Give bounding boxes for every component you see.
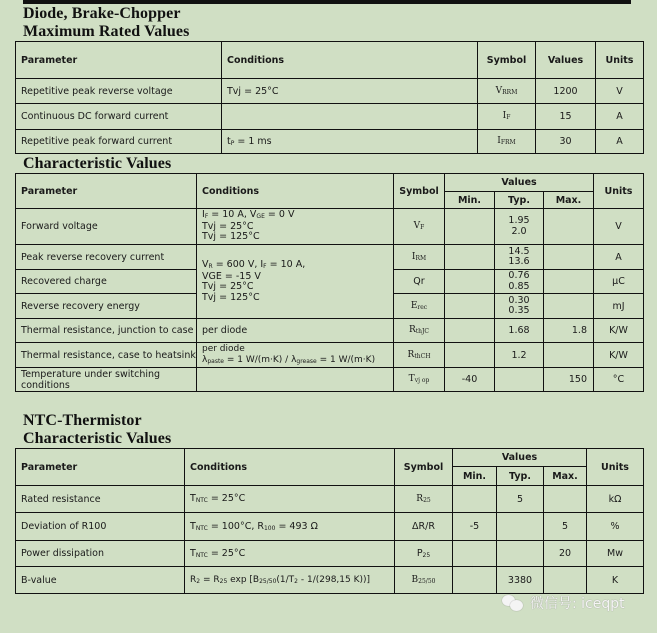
typ-cell: 1.68 [495, 319, 544, 343]
table-row [16, 541, 644, 567]
max-cell: 5 [544, 513, 587, 541]
section-subtitle-ntc-characteristic: Characteristic Values [23, 430, 172, 447]
table-row [16, 368, 644, 392]
parameter-cell: Continuous DC forward current [16, 104, 222, 130]
col-values: Values [453, 449, 587, 467]
parameter-cell: Repetitive peak reverse voltage [16, 79, 222, 104]
max-cell: 1.8 [544, 319, 594, 343]
col-symbol: Symbol [394, 174, 445, 209]
max-cell [544, 209, 594, 245]
max-cell [544, 245, 594, 270]
parameter-cell: B-value [16, 567, 185, 594]
unit-cell: K [587, 567, 644, 594]
watermark [502, 593, 625, 613]
symbol-cell: $R_{25}$ [395, 486, 453, 513]
col-conditions: Conditions [222, 42, 478, 79]
min-cell [445, 245, 495, 270]
col-typ: Typ. [495, 192, 544, 209]
characteristic-table [15, 173, 644, 392]
parameter-cell: Deviation of R100 [16, 513, 185, 541]
col-max: Max. [544, 192, 594, 209]
col-parameter: Parameter [16, 42, 222, 79]
table-row [16, 245, 644, 270]
symbol-cell: $T_{vj op}$ [394, 368, 445, 392]
unit-cell: Mw [587, 541, 644, 567]
conditions-cell: per diode $\lambda_{paste} = 1$ $W/(m\cdot K) / \lambda_{grease} = 1$ W/(m·K) [197, 343, 394, 368]
parameter-cell: Thermal resistance, case to heatsink [16, 343, 197, 368]
max-cell [544, 294, 594, 319]
max-cell [544, 486, 587, 513]
min-cell [453, 486, 497, 513]
unit-cell: V [594, 209, 644, 245]
unit-cell: °C [594, 368, 644, 392]
col-conditions: Conditions [197, 174, 394, 209]
symbol-cell: $I_{RM}$ [394, 245, 445, 270]
col-typ: Typ. [497, 467, 544, 486]
table-row [16, 130, 644, 154]
unit-cell: µC [594, 270, 644, 294]
symbol-cell: $P_{25}$ [395, 541, 453, 567]
unit-cell: A [596, 104, 644, 130]
parameter-cell: Thermal resistance, junction to case [16, 319, 197, 343]
col-units: Units [587, 449, 644, 486]
table-row [16, 319, 644, 343]
conditions-cell: $T_{NTC} = 25^\circ C$ [185, 541, 395, 567]
col-symbol: Symbol [395, 449, 453, 486]
col-conditions: Conditions [185, 449, 395, 486]
symbol-cell: $R_{thJC}$ [394, 319, 445, 343]
parameter-cell: Rated resistance [16, 486, 185, 513]
col-parameter: Parameter [16, 449, 185, 486]
unit-cell: A [596, 130, 644, 154]
typ-cell: 1.95 2.0 [495, 209, 544, 245]
conditions-cell [222, 104, 478, 130]
symbol-cell: Qr [394, 270, 445, 294]
unit-cell: K/W [594, 319, 644, 343]
unit-cell: V [596, 79, 644, 104]
value-cell: 15 [536, 104, 596, 130]
conditions-cell [197, 368, 394, 392]
min-cell [445, 270, 495, 294]
shared-conditions-cell: $V_R = 600$ V, $I_F = 10$ A, VGE = -15 V Tvj = 25°C Tvj = 125°C [197, 245, 394, 319]
section-title-ntc: NTC-Thermistor [23, 412, 142, 429]
conditions-cell: $T_{NTC} = 100^\circ C$, $R_{100} = 493$ Ω [185, 513, 395, 541]
typ-cell [497, 541, 544, 567]
min-cell [445, 343, 495, 368]
min-cell [445, 209, 495, 245]
col-max: Max. [544, 467, 587, 486]
max-cell [544, 270, 594, 294]
unit-cell: A [594, 245, 644, 270]
typ-cell: 3380 [497, 567, 544, 594]
max-cell: 150 [544, 368, 594, 392]
parameter-cell: Peak reverse recovery current [16, 245, 197, 270]
value-cell: 1200 [536, 79, 596, 104]
section-subtitle-max-rated: Maximum Rated Values [23, 23, 190, 40]
col-units: Units [596, 42, 644, 79]
parameter-cell: Repetitive peak forward current [16, 130, 222, 154]
symbol-cell: $V_{RRM}$ [478, 79, 536, 104]
parameter-cell: Power dissipation [16, 541, 185, 567]
typ-cell [495, 368, 544, 392]
max-rated-table [15, 41, 644, 154]
conditions-cell: Tvj = 25°C [222, 79, 478, 104]
col-values: Values [445, 174, 594, 192]
max-cell [544, 343, 594, 368]
symbol-cell: $B_{25/50}$ [395, 567, 453, 594]
typ-cell [497, 513, 544, 541]
unit-cell: % [587, 513, 644, 541]
conditions-cell: $I_F = 10$ A, $V_{GE} = 0$ V Tvj = 25°C Tvj = 125°C [197, 209, 394, 245]
conditions-cell: per diode [197, 319, 394, 343]
symbol-cell: $R_{thCH}$ [394, 343, 445, 368]
symbol-cell: $I_F$ [478, 104, 536, 130]
col-parameter: Parameter [16, 174, 197, 209]
typ-cell: 14.5 13.6 [495, 245, 544, 270]
max-cell: 20 [544, 541, 587, 567]
col-values: Values [536, 42, 596, 79]
table-row [16, 343, 644, 368]
max-cell [544, 567, 587, 594]
conditions-cell: $R_2 = R_{25}$ $\exp [B_{25/50}(1/T_2 - 1/(298,15$ K))] [185, 567, 395, 594]
parameter-cell: Reverse recovery energy [16, 294, 197, 319]
min-cell [445, 294, 495, 319]
symbol-cell: $E_{rec}$ [394, 294, 445, 319]
min-cell [445, 319, 495, 343]
conditions-cell: $t_P = 1$ ms [222, 130, 478, 154]
symbol-cell: $V_F$ [394, 209, 445, 245]
typ-cell: 5 [497, 486, 544, 513]
header-rule [23, 0, 631, 4]
ntc-table [15, 448, 644, 594]
parameter-cell: Recovered charge [16, 270, 197, 294]
typ-cell: 1.2 [495, 343, 544, 368]
col-min: Min. [445, 192, 495, 209]
symbol-cell: $I_{FRM}$ [478, 130, 536, 154]
section-title-characteristic: Characteristic Values [23, 155, 172, 172]
min-cell: -5 [453, 513, 497, 541]
col-min: Min. [453, 467, 497, 486]
table-row [16, 513, 644, 541]
unit-cell: mJ [594, 294, 644, 319]
watermark-text: 微信号: iceqpt [530, 596, 625, 612]
min-cell: -40 [445, 368, 495, 392]
value-cell: 30 [536, 130, 596, 154]
unit-cell: K/W [594, 343, 644, 368]
col-symbol: Symbol [478, 42, 536, 79]
table-row [16, 79, 644, 104]
symbol-cell: ΔR/R [395, 513, 453, 541]
parameter-cell: Temperature under switching conditions [16, 368, 197, 392]
table-row [16, 209, 644, 245]
table-row [16, 486, 644, 513]
section-title-diode: Diode, Brake-Chopper [23, 5, 181, 22]
table-row [16, 104, 644, 130]
col-units: Units [594, 174, 644, 209]
conditions-cell: $T_{NTC} = 25^\circ C$ [185, 486, 395, 513]
unit-cell: kΩ [587, 486, 644, 513]
min-cell [453, 541, 497, 567]
typ-cell: 0.76 0.85 [495, 270, 544, 294]
table-row [16, 567, 644, 594]
min-cell [453, 567, 497, 594]
wechat-icon [502, 595, 524, 611]
parameter-cell: Forward voltage [16, 209, 197, 245]
typ-cell: 0.30 0.35 [495, 294, 544, 319]
